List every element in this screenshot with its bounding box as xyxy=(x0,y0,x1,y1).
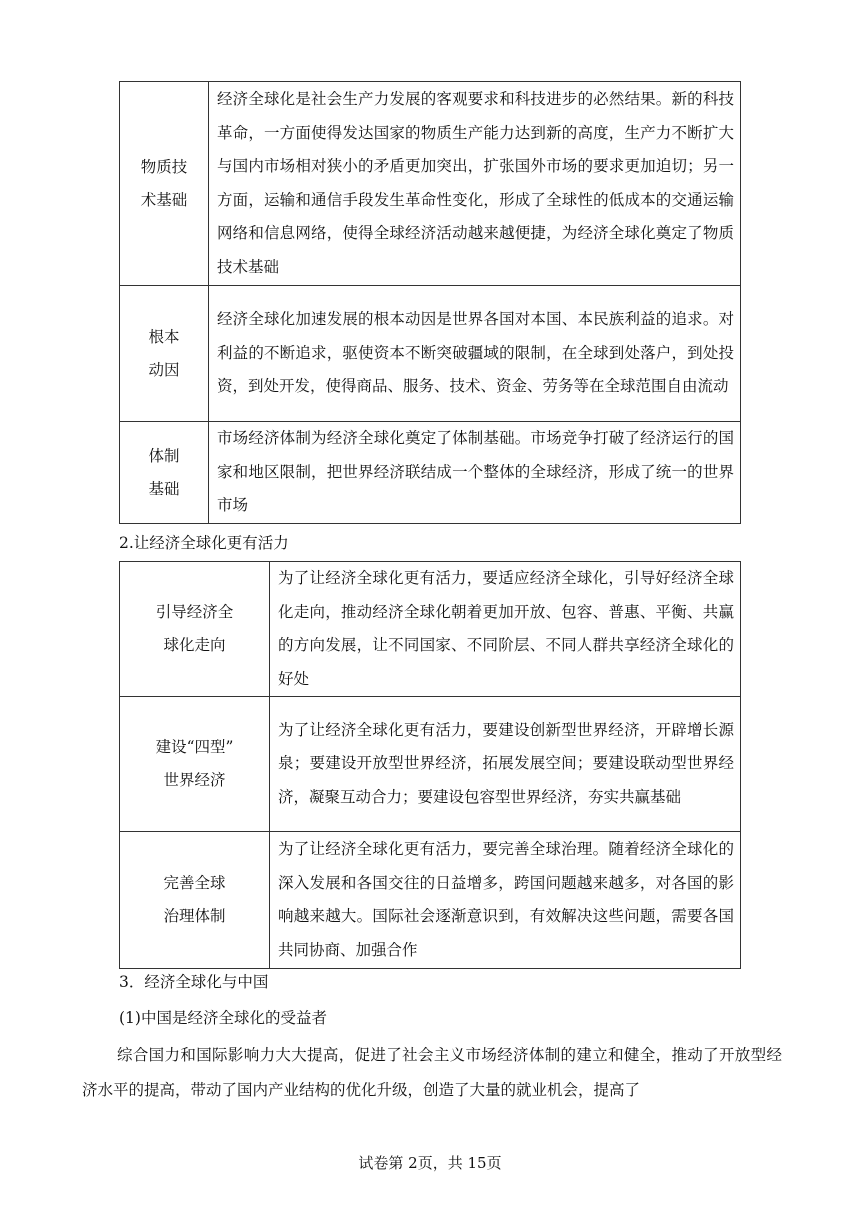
body-paragraph: 综合国力和国际影响力大大提高，促进了社会主义市场经济体制的建立和健全，推动了开放型经济水平的提高，带动了国内产业结构的优化升级，创造了大量的就业机会，提高了 xyxy=(82,1046,782,1099)
row-content: 经济全球化是社会生产力发展的客观要求和科技进步的必然结果。新的科技革命，一方面使得发达国家的物质生产能力达到新的高度，生产力不断扩大与国内市场相对狭小的矛盾更加突出，扩张国外市场的要求更加迫切；另一方面，运输和通信手段发生革命性变化，形成了全球性的低成本的交通运输网络和信息网络，使得全球经济活动越来越便捷，为经济全球化奠定了物质技术基础 xyxy=(209,82,741,286)
row-content: 为了让经济全球化更有活力，要建设创新型世界经济，开辟增长源泉；要建设开放型世界经济，拓展发展空间；要建设联动型世界经济，凝聚互动合力；要建设包容型世界经济，夯实共赢基础 xyxy=(270,697,741,832)
label-line: 引导经济全 xyxy=(155,603,234,621)
row-label xyxy=(120,422,209,524)
row-label xyxy=(120,697,270,832)
label-line: 物质技 xyxy=(140,157,188,176)
label-line: 体制 xyxy=(148,446,180,465)
row-label xyxy=(120,832,270,969)
label-line: 基础 xyxy=(148,479,180,498)
table-row xyxy=(120,82,741,286)
table-row xyxy=(120,286,741,422)
label-line: 治理体制 xyxy=(163,907,226,925)
table-row xyxy=(120,562,741,697)
label-line: 术基础 xyxy=(140,190,188,209)
label-line: 球化走向 xyxy=(163,636,226,654)
row-label xyxy=(120,82,209,286)
label-line: 完善全球 xyxy=(163,874,226,892)
table-row xyxy=(120,697,741,832)
row-content: 经济全球化加速发展的根本动因是世界各国对本国、本民族利益的追求。对利益的不断追求，驱使资本不断突破疆域的限制，在全球到处落户，到处投资，到处开发，使得商品、服务、技术、资金、劳务等在全球范围自由流动 xyxy=(209,286,741,422)
row-content: 市场经济体制为经济全球化奠定了体制基础。市场竞争打破了经济运行的国家和地区限制，把世界经济联结成一个整体的全球经济，形成了统一的世界市场 xyxy=(209,422,741,524)
label-line: 动因 xyxy=(148,360,180,379)
page-footer: 试卷第 2页，共 15页 xyxy=(358,1154,502,1172)
section-heading: 2.让经济全球化更有活力 xyxy=(119,534,289,552)
label-line: 建设“四型” xyxy=(155,738,234,756)
row-label xyxy=(120,562,270,697)
row-content: 为了让经济全球化更有活力，要完善全球治理。随着经济全球化的深入发展和各国交往的日益增多，跨国问题越来越多，对各国的影响越来越大。国际社会逐渐意识到，有效解决这些问题，需要各国共同协商、加强合作 xyxy=(270,832,741,969)
table-row xyxy=(120,422,741,524)
table-row xyxy=(120,832,741,969)
section-heading: 3．经济全球化与中国 xyxy=(119,973,269,991)
label-line: 世界经济 xyxy=(163,771,226,789)
subheading: (1)中国是经济全球化的受益者 xyxy=(119,1009,327,1027)
label-line: 根本 xyxy=(148,327,180,346)
foundations-table xyxy=(119,81,741,524)
vitality-table xyxy=(119,561,741,969)
row-label xyxy=(120,286,209,422)
row-content: 为了让经济全球化更有活力，要适应经济全球化，引导好经济全球化走向，推动经济全球化朝着更加开放、包容、普惠、平衡、共赢的方向发展，让不同国家、不同阶层、不同人群共享经济全球化的好处 xyxy=(270,562,741,697)
